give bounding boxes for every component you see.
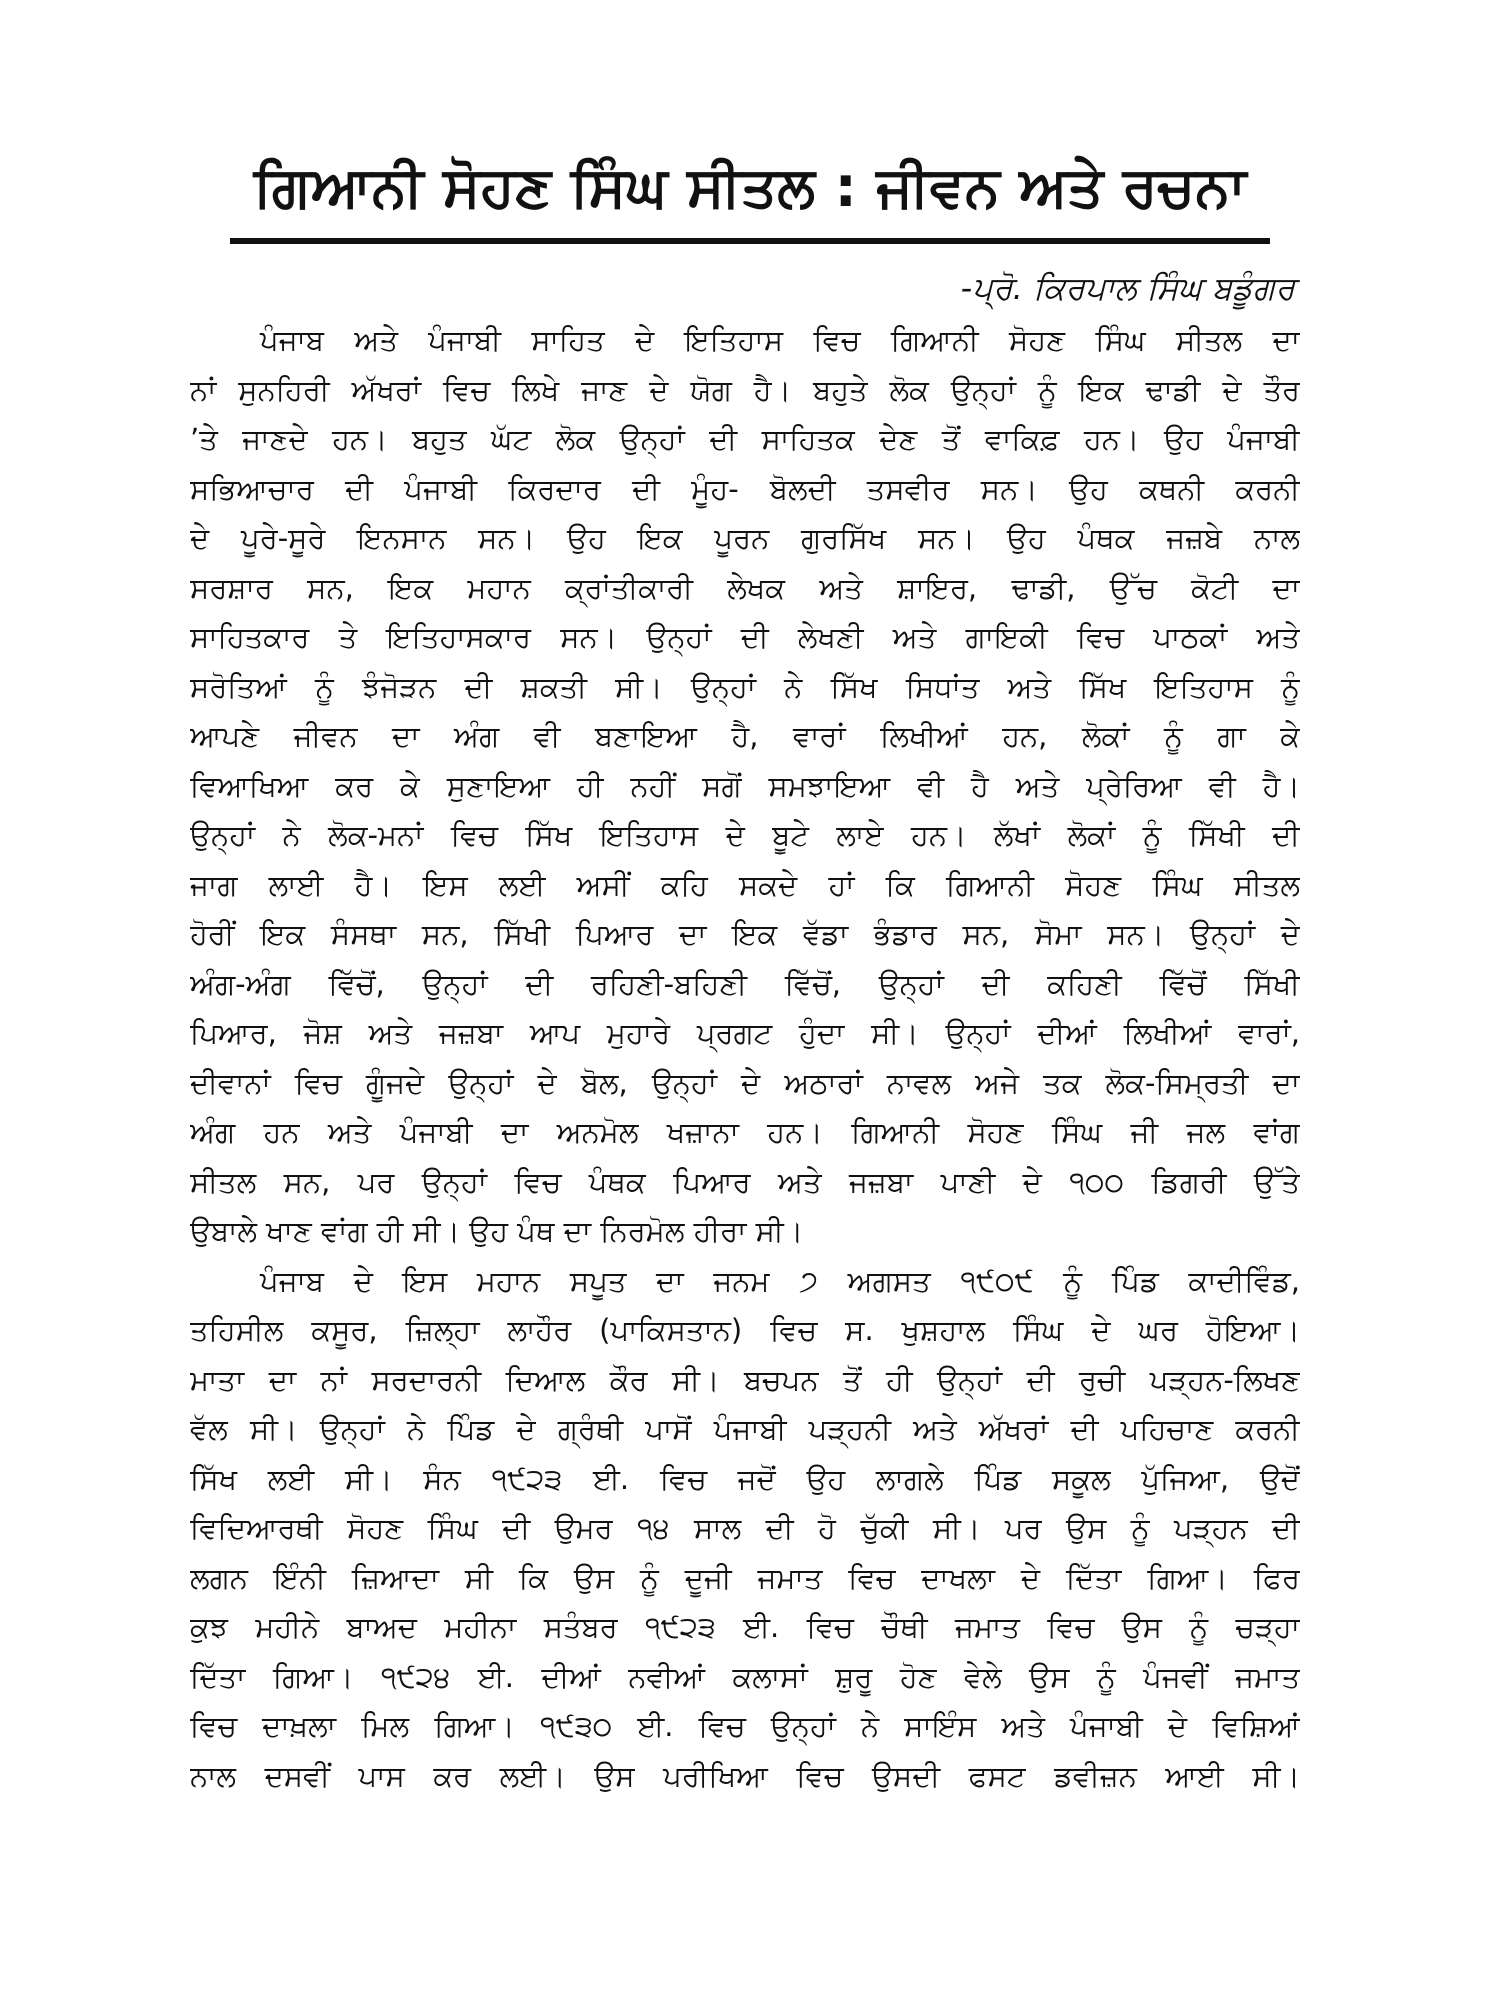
text-line: ਉਨ੍ਹਾਂ ਨੇ ਲੋਕ-ਮਨਾਂ ਵਿਚ ਸਿੱਖ ਇਤਿਹਾਸ ਦੇ ਬੂਟੇ ਲਾਏ ਹਨ। ਲੱਖਾਂ ਲੋਕਾਂ ਨੂੰ ਸਿੱਖੀ ਦੀ bbox=[190, 818, 1300, 852]
text-line: ਨਾਲ ਦਸਵੀਂ ਪਾਸ ਕਰ ਲਈ। ਉਸ ਪਰੀਖਿਆ ਵਿਚ ਉਸਦੀ ਫਸਟ ਡਵੀਜ਼ਨ ਆਈ ਸੀ। bbox=[190, 1758, 1300, 1793]
text-line: ਹੋਰੀਂ ਇਕ ਸੰਸਥਾ ਸਨ, ਸਿੱਖੀ ਪਿਆਰ ਦਾ ਇਕ ਵੱਡਾ ਭੰਡਾਰ ਸਨ, ਸੋਮਾ ਸਨ। ਉਨ੍ਹਾਂ ਦੇ bbox=[190, 917, 1300, 951]
text-line: ਨਾਂ ਸੁਨਹਿਰੀ ਅੱਖਰਾਂ ਵਿਚ ਲਿਖੇ ਜਾਣ ਦੇ ਯੋਗ ਹੈ। ਬਹੁਤੇ ਲੋਕ ਉਨ੍ਹਾਂ ਨੂੰ ਇਕ ਢਾਡੀ ਦੇ ਤੌਰ bbox=[190, 372, 1300, 407]
text-line: ਕੁਝ ਮਹੀਨੇ ਬਾਅਦ ਮਹੀਨਾ ਸਤੰਬਰ ੧੯੨੩ ਈ. ਵਿਚ ਚੌਥੀ ਜਮਾਤ ਵਿਚ ਉਸ ਨੂੰ ਚੜ੍ਹਾ bbox=[190, 1610, 1300, 1644]
text-line: ਦੇ ਪੂਰੇ-ਸੂਰੇ ਇਨਸਾਨ ਸਨ। ਉਹ ਇਕ ਪੂਰਨ ਗੁਰਸਿੱਖ ਸਨ। ਉਹ ਪੰਥਕ ਜਜ਼ਬੇ ਨਾਲ bbox=[190, 521, 1300, 555]
text-line: ਵੱਲ ਸੀ। ਉਨ੍ਹਾਂ ਨੇ ਪਿੰਡ ਦੇ ਗ੍ਰੰਥੀ ਪਾਸੋਂ ਪੰਜਾਬੀ ਪੜ੍ਹਨੀ ਅਤੇ ਅੱਖਰਾਂ ਦੀ ਪਹਿਚਾਣ ਕਰਨੀ bbox=[190, 1412, 1300, 1446]
title-divider bbox=[230, 238, 1270, 244]
text-line: ਆਪਣੇ ਜੀਵਨ ਦਾ ਅੰਗ ਵੀ ਬਣਾਇਆ ਹੈ, ਵਾਰਾਂ ਲਿਖੀਆਂ ਹਨ, ਲੋਕਾਂ ਨੂੰ ਗਾ ਕੇ bbox=[190, 719, 1300, 753]
text-line: ’ਤੇ ਜਾਣਦੇ ਹਨ। ਬਹੁਤ ਘੱਟ ਲੋਕ ਉਨ੍ਹਾਂ ਦੀ ਸਾਹਿਤਕ ਦੇਣ ਤੋਂ ਵਾਕਿਫ਼ ਹਨ। ਉਹ ਪੰਜਾਬੀ bbox=[190, 422, 1300, 456]
text-line: ਅੰਗ ਹਨ ਅਤੇ ਪੰਜਾਬੀ ਦਾ ਅਨਮੋਲ ਖਜ਼ਾਨਾ ਹਨ। ਗਿਆਨੀ ਸੋਹਣ ਸਿੰਘ ਜੀ ਜਲ ਵਾਂਗ bbox=[190, 1115, 1300, 1149]
text-line: ਪੰਜਾਬ ਅਤੇ ਪੰਜਾਬੀ ਸਾਹਿਤ ਦੇ ਇਤਿਹਾਸ ਵਿਚ ਗਿਆਨੀ ਸੋਹਣ ਸਿੰਘ ਸੀਤਲ ਦਾ bbox=[260, 323, 1300, 357]
text-line: ਸਿੱਖ ਲਈ ਸੀ। ਸੰਨ ੧੯੨੩ ਈ. ਵਿਚ ਜਦੋਂ ਉਹ ਲਾਗਲੇ ਪਿੰਡ ਸਕੂਲ ਪੁੱਜਿਆ, ਉਦੋਂ bbox=[190, 1461, 1300, 1496]
text-line: ਸਰਸ਼ਾਰ ਸਨ, ਇਕ ਮਹਾਨ ਕ੍ਰਾਂਤੀਕਾਰੀ ਲੇਖਕ ਅਤੇ ਸ਼ਾਇਰ, ਢਾਡੀ, ਉੱਚ ਕੋਟੀ ਦਾ bbox=[190, 570, 1300, 605]
text-line: ਸਭਿਆਚਾਰ ਦੀ ਪੰਜਾਬੀ ਕਿਰਦਾਰ ਦੀ ਮੂੰਹ- ਬੋਲਦੀ ਤਸਵੀਰ ਸਨ। ਉਹ ਕਥਨੀ ਕਰਨੀ bbox=[190, 471, 1300, 506]
text-line: ਪੰਜਾਬ ਦੇ ਇਸ ਮਹਾਨ ਸਪੂਤ ਦਾ ਜਨਮ ੭ ਅਗਸਤ ੧੯੦੯ ਨੂੰ ਪਿੰਡ ਕਾਦੀਵਿੰਡ, bbox=[260, 1263, 1300, 1298]
text-line: ਲਗਨ ਇੰਨੀ ਜ਼ਿਆਦਾ ਸੀ ਕਿ ਉਸ ਨੂੰ ਦੂਜੀ ਜਮਾਤ ਵਿਚ ਦਾਖਲਾ ਦੇ ਦਿੱਤਾ ਗਿਆ। ਫਿਰ bbox=[190, 1560, 1300, 1595]
text-line: ਵਿਚ ਦਾਖ਼ਲਾ ਮਿਲ ਗਿਆ। ੧੯੩੦ ਈ. ਵਿਚ ਉਨ੍ਹਾਂ ਨੇ ਸਾਇੰਸ ਅਤੇ ਪੰਜਾਬੀ ਦੇ ਵਿਸ਼ਿਆਂ bbox=[190, 1709, 1300, 1743]
text-line: ਵਿਦਿਆਰਥੀ ਸੋਹਣ ਸਿੰਘ ਦੀ ਉਮਰ ੧੪ ਸਾਲ ਦੀ ਹੋ ਚੁੱਕੀ ਸੀ। ਪਰ ਉਸ ਨੂੰ ਪੜ੍ਹਨ ਦੀ bbox=[190, 1511, 1300, 1545]
author-byline: -ਪ੍ਰੋ. ਕਿਰਪਾਲ ਸਿੰਘ ਬਡੂੰਗਰ bbox=[960, 269, 1295, 307]
text-line: ਅੰਗ-ਅੰਗ ਵਿੱਚੋਂ, ਉਨ੍ਹਾਂ ਦੀ ਰਹਿਣੀ-ਬਹਿਣੀ ਵਿੱਚੋਂ, ਉਨ੍ਹਾਂ ਦੀ ਕਹਿਣੀ ਵਿੱਚੋਂ ਸਿੱਖੀ bbox=[190, 966, 1300, 1001]
article-body bbox=[190, 316, 1300, 1801]
text-line: ਉਬਾਲੇ ਖਾਣ ਵਾਂਗ ਹੀ ਸੀ। ਉਹ ਪੰਥ ਦਾ ਨਿਰਮੋਲ ਹੀਰਾ ਸੀ। bbox=[190, 1214, 804, 1248]
text-line: ਤਹਿਸੀਲ ਕਸੂਰ, ਜ਼ਿਲ੍ਹਾ ਲਾਹੌਰ (ਪਾਕਿਸਤਾਨ) ਵਿਚ ਸ. ਖੁਸ਼ਹਾਲ ਸਿੰਘ ਦੇ ਘਰ ਹੋਇਆ। bbox=[190, 1313, 1300, 1347]
text-line: ਮਾਤਾ ਦਾ ਨਾਂ ਸਰਦਾਰਨੀ ਦਿਆਲ ਕੌਰ ਸੀ। ਬਚਪਨ ਤੋਂ ਹੀ ਉਨ੍ਹਾਂ ਦੀ ਰੁਚੀ ਪੜ੍ਹਨ-ਲਿਖਣ bbox=[190, 1362, 1300, 1397]
article-title: ਗਿਆਨੀ ਸੋਹਣ ਸਿੰਘ ਸੀਤਲ : ਜੀਵਨ ਅਤੇ ਰਚਨਾ bbox=[253, 155, 1247, 220]
text-line: ਸਰੋਤਿਆਂ ਨੂੰ ਝੰਜੋੜਨ ਦੀ ਸ਼ਕਤੀ ਸੀ। ਉਨ੍ਹਾਂ ਨੇ ਸਿੱਖ ਸਿਧਾਂਤ ਅਤੇ ਸਿੱਖ ਇਤਿਹਾਸ ਨੂੰ bbox=[190, 669, 1300, 704]
text-line: ਦੀਵਾਨਾਂ ਵਿਚ ਗੂੰਜਦੇ ਉਨ੍ਹਾਂ ਦੇ ਬੋਲ, ਉਨ੍ਹਾਂ ਦੇ ਅਠਾਰਾਂ ਨਾਵਲ ਅਜੇ ਤਕ ਲੋਕ-ਸਿਮ੍ਰਤੀ ਦਾ bbox=[190, 1065, 1300, 1100]
text-line: ਵਿਆਖਿਆ ਕਰ ਕੇ ਸੁਣਾਇਆ ਹੀ ਨਹੀਂ ਸਗੋਂ ਸਮਝਾਇਆ ਵੀ ਹੈ ਅਤੇ ਪ੍ਰੇਰਿਆ ਵੀ ਹੈ। bbox=[190, 768, 1300, 803]
text-line: ਸੀਤਲ ਸਨ, ਪਰ ਉਨ੍ਹਾਂ ਵਿਚ ਪੰਥਕ ਪਿਆਰ ਅਤੇ ਜਜ਼ਬਾ ਪਾਣੀ ਦੇ ੧੦੦ ਡਿਗਰੀ ਉੱਤੇ bbox=[190, 1164, 1300, 1199]
text-line: ਦਿੱਤਾ ਗਿਆ। ੧੯੨੪ ਈ. ਦੀਆਂ ਨਵੀਆਂ ਕਲਾਸਾਂ ਸ਼ੁਰੂ ਹੋਣ ਵੇਲੇ ਉਸ ਨੂੰ ਪੰਜਵੀਂ ਜਮਾਤ bbox=[190, 1659, 1300, 1694]
text-line: ਜਾਗ ਲਾਈ ਹੈ। ਇਸ ਲਈ ਅਸੀਂ ਕਹਿ ਸਕਦੇ ਹਾਂ ਕਿ ਗਿਆਨੀ ਸੋਹਣ ਸਿੰਘ ਸੀਤਲ bbox=[190, 867, 1300, 902]
text-line: ਸਾਹਿਤਕਾਰ ਤੇ ਇਤਿਹਾਸਕਾਰ ਸਨ। ਉਨ੍ਹਾਂ ਦੀ ਲੇਖਣੀ ਅਤੇ ਗਾਇਕੀ ਵਿਚ ਪਾਠਕਾਂ ਅਤੇ bbox=[190, 620, 1300, 654]
text-line: ਪਿਆਰ, ਜੋਸ਼ ਅਤੇ ਜਜ਼ਬਾ ਆਪ ਮੁਹਾਰੇ ਪ੍ਰਗਟ ਹੁੰਦਾ ਸੀ। ਉਨ੍ਹਾਂ ਦੀਆਂ ਲਿਖੀਆਂ ਵਾਰਾਂ, bbox=[190, 1016, 1300, 1050]
